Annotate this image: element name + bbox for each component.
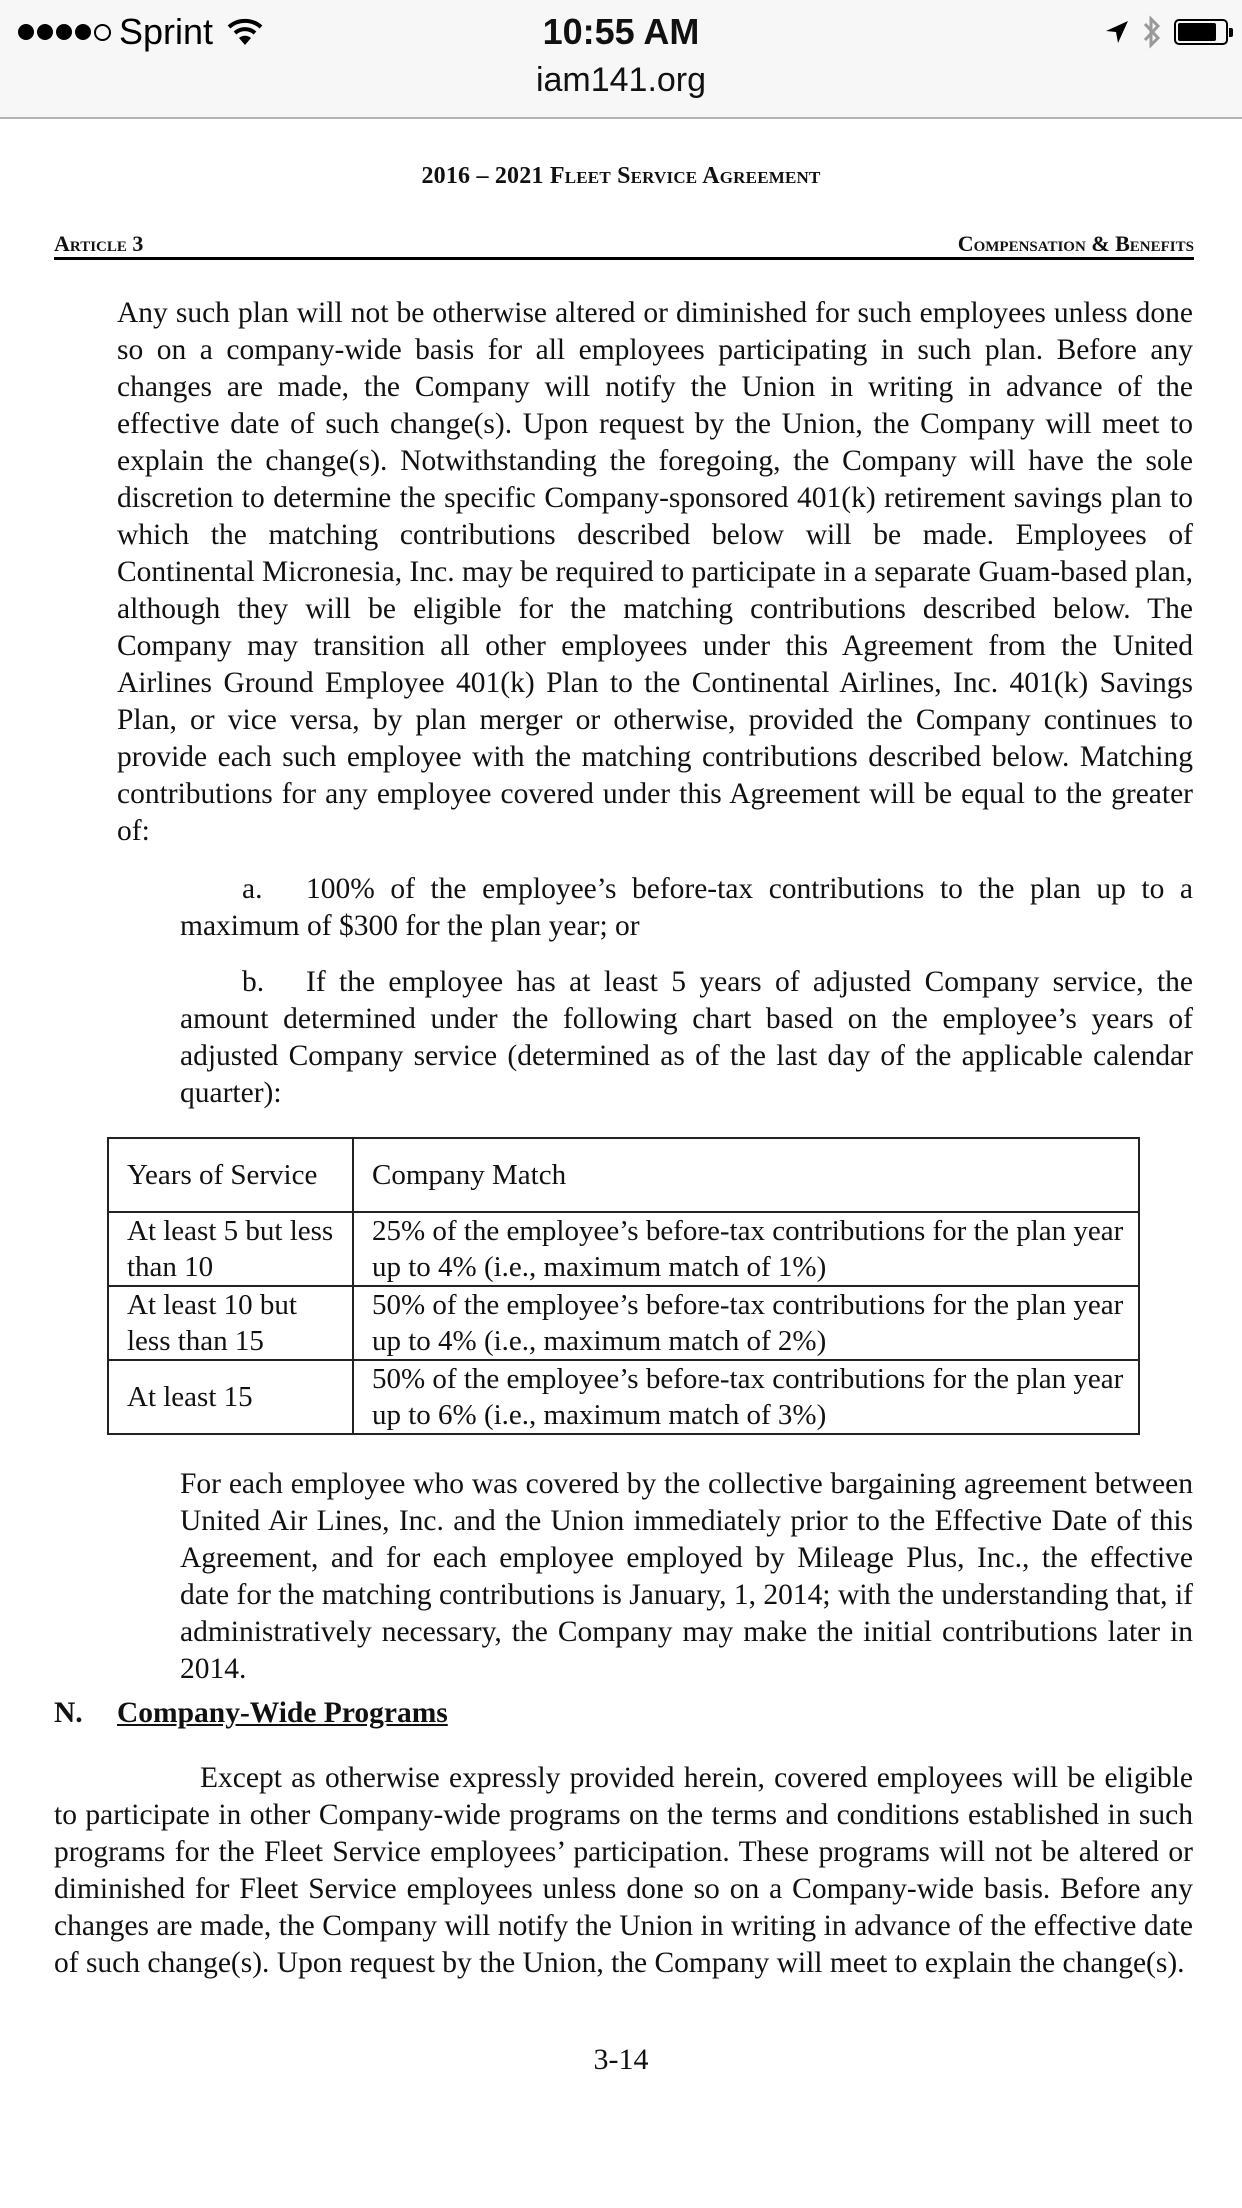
table-cell-years: At least 15 [108, 1360, 353, 1434]
list-marker-a: a. [242, 873, 263, 905]
section-n-heading [54, 1697, 448, 1730]
table-row [108, 1360, 1139, 1434]
list-item-a [180, 871, 1193, 945]
section-header: Compensation & Benefits [957, 231, 1194, 256]
document-title [0, 163, 1242, 190]
table-header-match: Company Match [353, 1138, 1139, 1212]
table-row [108, 1212, 1139, 1286]
document-title-text: Fleet Service Agreement [549, 163, 821, 189]
table-header-row [108, 1138, 1139, 1212]
article-header: Article 3 [54, 231, 144, 256]
paragraph-company-wide-programs: Except as otherwise expressly provided herein, covered employees will be eligible to participate in other Company-wide programs on the terms and conditions established in such programs for the Fleet Service employees’ participation. These programs will not be altered or diminished for Fleet Service employees unless done so on a Company-wide basis. Before any changes are made, the Company will notify the Union in writing in advance of the effective date of such change(s). Upon request by the Union, the Company will meet to explain the change(s). [54, 1762, 1193, 1979]
battery-icon [1174, 19, 1228, 45]
company-match-table [107, 1137, 1140, 1435]
paragraph-plan-terms: Any such plan will not be otherwise altered or diminished for such employees unless done so on a company-wide basis for all employees participating in such plan. Before any changes are made, the Company will notify the Union in writing in advance of the effective date of such change(s). Upon request by the Union, the Company will meet to explain the change(s). Notwithstanding the foregoing, the Company will have the sole discretion to determine the specific Company-sponsored 401(k) retirement savings plan to which the matching contributions described below will be made. Employees of Continental Micronesia, Inc. may be required to participate in a separate Guam-based plan, although they will be eligible for the matching contributions described below. The Company may transition all other employees under this Agreement from the United Airlines Ground Employee 401(k) Plan to the Continental Airlines, Inc. 401(k) Savings Plan, or vice versa, by plan merger or otherwise, provided the Company continues to provide each such employee with the matching contributions described below. Matching contributions for any employee covered under this Agreement will be equal to the greater of: [117, 297, 1193, 847]
table-cell-match: 50% of the employee’s before-tax contributions for the plan year up to 4% (i.e., maximum match of 2%) [353, 1286, 1139, 1360]
table-header-years: Years of Service [108, 1138, 353, 1212]
table-row [108, 1286, 1139, 1360]
list-item-b [180, 964, 1193, 1112]
table-cell-years: At least 5 but less than 10 [108, 1212, 353, 1286]
location-arrow-icon [1104, 19, 1130, 45]
page-number: 3-14 [593, 2043, 649, 2076]
section-n-number: N. [54, 1697, 83, 1729]
browser-chrome [0, 0, 1242, 119]
table-cell-match: 50% of the employee’s before-tax contributions for the plan year up to 6% (i.e., maximum match of 3%) [353, 1360, 1139, 1434]
list-marker-b: b. [242, 966, 265, 998]
bluetooth-icon [1142, 14, 1162, 50]
carrier-name: Sprint [119, 11, 214, 52]
status-bar-right [1104, 12, 1228, 52]
paragraph-effective-date: For each employee who was covered by the collective bargaining agreement between United Air Lines, Inc. and the Union immediately prior to the Effective Date of this Agreement, and for each employee employed by Mileage Plus, Inc., the effective date for the matching contributions is January, 1, 2014; with the understanding that, if administratively necessary, the Company may make the initial contributions later in 2014. [180, 1468, 1193, 1685]
header-rule [54, 257, 1194, 260]
status-time: 10:55 AM [542, 11, 700, 52]
list-text-a: 100% of the employee’s before-tax contributions to the plan up to a maximum of $300 for the plan year; or [180, 873, 1193, 942]
list-text-b: If the employee has at least 5 years of adjusted Company service, the amount determined under the following chart based on the employee’s years of adjusted Company service (determined as of the last day of the applicable calendar quarter): [180, 966, 1193, 1109]
section-n-title: Company-Wide Programs [117, 1697, 448, 1729]
document-title-year: 2016 – 2021 [421, 163, 544, 189]
address-bar-url[interactable]: iam141.org [535, 61, 707, 99]
table-cell-years: At least 10 but less than 15 [108, 1286, 353, 1360]
table-cell-match: 25% of the employee’s before-tax contributions for the plan year up to 4% (i.e., maximum match of 1%) [353, 1212, 1139, 1286]
